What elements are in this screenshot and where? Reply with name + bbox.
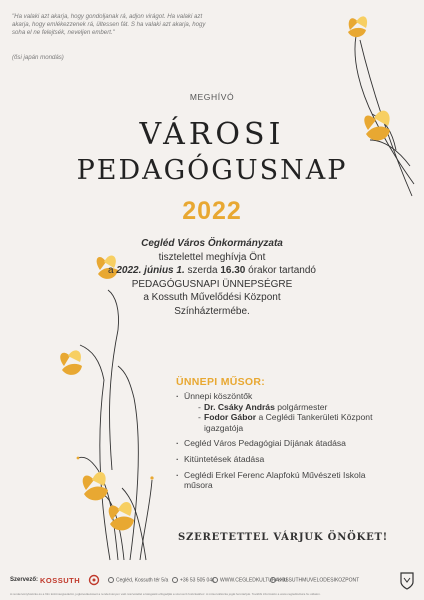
host-name: Cegléd Város Önkormányzata <box>141 238 283 249</box>
program-list <box>176 391 376 496</box>
quote-text: "Ha valaki azt akarja, hogy gondoljanak rá, adjon virágot. Ha valaki azt akarja, hogy emlékezzenek rá, ültessen fát. S ha valaki azt akarja, hogy soha el ne felejtsék, neveljen embert." <box>12 13 206 36</box>
quote-source: (ősi japán mondás) <box>12 54 64 61</box>
facebook-link[interactable]: KOSSUTHMUVELODESIKOZPONT <box>270 577 359 583</box>
program-item-performance: · Ceglédi Erkel Ferenc Alapfokú Művészeti Iskola műsora <box>176 470 376 491</box>
speaker-1: - Dr. Csáky András polgármester <box>184 402 376 413</box>
event-time: 16.30 <box>220 265 246 276</box>
program-item-honors: · Kitüntetések átadása <box>176 454 376 465</box>
ministry-emblem-icon <box>398 571 416 591</box>
program-title: ÜNNEPI MŰSOR: <box>176 376 266 388</box>
address: Cegléd, Kossuth tér 5/a <box>108 577 168 583</box>
event-name: PEDAGÓGUSNAPI ÜNNEPSÉGRE <box>131 278 293 290</box>
venue-line1: a Kossuth Művelődési Központ <box>143 292 281 303</box>
phone-icon <box>172 577 178 583</box>
invitation-text <box>0 237 424 318</box>
venue-line2: Színháztermébe. <box>174 305 250 317</box>
fine-print: A rendezvényfotózás és a film közönségvédelmi, jogkövetkezéseit a rendezvényen való részvétellel a látogatók elfogadják a szervező fotózásához. A műsorváltozás jogát fenntartjuk. További információ a www.cegledkultura.hu oldalon. <box>10 592 321 596</box>
event-date: 2022. június 1. <box>116 265 185 276</box>
title-line1: VÁROSI <box>139 117 285 152</box>
flower-top-right <box>348 16 367 37</box>
phone: +36 53 505 041 <box>172 577 215 583</box>
closing-text: SZERETETTEL VÁRJUK ÖNÖKET! <box>178 532 388 543</box>
invitation-label: MEGHÍVÓ <box>189 92 235 102</box>
flower-bottom <box>109 502 134 530</box>
location-pin-icon <box>108 577 114 583</box>
logo-mark-icon <box>88 574 100 586</box>
footer <box>0 570 424 600</box>
title-line2: PEDAGÓGUSNAP <box>76 155 348 186</box>
program-item-award: · Cegléd Város Pedagógiai Díjának átadása <box>176 438 376 449</box>
program-item-greetings: · Ünnepi köszöntők - Dr. Csáky András polgármester - Fodor Gábor a Ceglédi Tankerületi Központ igazgatója <box>176 391 376 433</box>
flower-left-middle <box>60 350 82 375</box>
flower-left-lower <box>83 472 108 500</box>
organizer-label: Szervező: <box>10 577 39 583</box>
event-year: 2022 <box>182 197 242 225</box>
invite-line: tisztelettel meghívja Önt <box>158 251 266 263</box>
globe-icon <box>212 577 218 583</box>
facebook-icon <box>270 577 276 583</box>
speaker-2: - Fodor Gábor a Ceglédi Tankerületi Központ igazgatója <box>184 412 376 433</box>
kossuth-logo: KOSSUTH <box>40 572 104 590</box>
date-line: a 2022. június 1. szerda 16.30 órakor tartandó <box>108 265 316 276</box>
website-link[interactable]: WWW.CEGLEDKULTURA.HU <box>212 577 287 583</box>
